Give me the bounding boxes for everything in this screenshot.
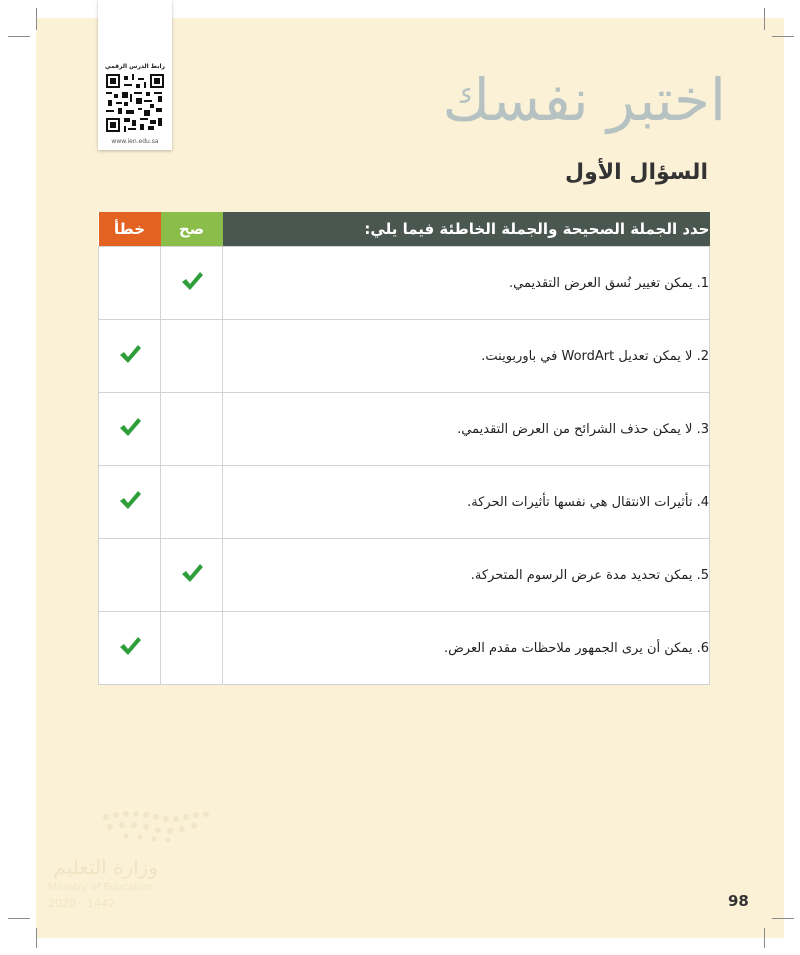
- watermark-english: Ministry of Education: [48, 882, 154, 893]
- table-row: [99, 393, 710, 466]
- check-icon: [118, 489, 142, 511]
- statement-cell: 2. لا يمكن تعديل WordArt في باوربوينت.: [223, 320, 710, 393]
- quiz-table-body: [99, 247, 710, 685]
- true-cell[interactable]: [161, 247, 223, 320]
- crop-mark: [764, 928, 765, 948]
- table-header-row: [99, 212, 710, 247]
- quiz-table: [98, 212, 710, 685]
- table-row: [99, 247, 710, 320]
- header-true: صح: [161, 212, 223, 247]
- crop-mark: [8, 36, 30, 37]
- ministry-logo-icon: [96, 805, 216, 850]
- statement-cell: 5. يمكن تحديد مدة عرض الرسوم المتحركة.: [223, 539, 710, 612]
- crop-mark: [764, 8, 765, 30]
- false-cell[interactable]: [99, 393, 161, 466]
- check-icon: [118, 343, 142, 365]
- watermark-arabic: وزارة التعليم: [53, 855, 158, 879]
- false-cell[interactable]: [99, 320, 161, 393]
- check-icon: [118, 635, 142, 657]
- qr-card[interactable]: [98, 0, 172, 150]
- false-cell[interactable]: [99, 612, 161, 685]
- false-cell[interactable]: [99, 466, 161, 539]
- statement-cell: 4. تأثيرات الانتقال هي نفسها تأثيرات الحركة.: [223, 466, 710, 539]
- true-cell[interactable]: [161, 320, 223, 393]
- crop-mark: [36, 928, 37, 948]
- true-cell[interactable]: [161, 539, 223, 612]
- table-row: [99, 466, 710, 539]
- false-cell[interactable]: [99, 539, 161, 612]
- crop-mark: [772, 36, 794, 37]
- page-number: 98: [728, 892, 749, 910]
- header-false: خطأ: [99, 212, 161, 247]
- page-title: اختبر نفسك: [442, 66, 726, 134]
- statement-cell: 3. لا يمكن حذف الشرائح من العرض التقديمي.: [223, 393, 710, 466]
- table-row: [99, 612, 710, 685]
- check-icon: [180, 270, 204, 292]
- qr-caption: رابط الدرس الرقمي: [105, 63, 165, 70]
- true-cell[interactable]: [161, 466, 223, 539]
- watermark-year: 2020 - 1442: [48, 897, 115, 910]
- ministry-watermark: [44, 805, 214, 915]
- table-row: [99, 539, 710, 612]
- crop-mark: [8, 918, 30, 919]
- false-cell[interactable]: [99, 247, 161, 320]
- qr-url[interactable]: www.ien.edu.sa: [111, 138, 159, 145]
- true-cell[interactable]: [161, 612, 223, 685]
- crop-mark: [772, 918, 794, 919]
- statement-cell: 6. يمكن أن يرى الجمهور ملاحظات مقدم العرض.: [223, 612, 710, 685]
- true-cell[interactable]: [161, 393, 223, 466]
- check-icon: [180, 562, 204, 584]
- qr-code-icon[interactable]: [106, 74, 164, 132]
- crop-mark: [36, 8, 37, 30]
- table-row: [99, 320, 710, 393]
- statement-cell: 1. يمكن تغيير نُسق العرض التقديمي.: [223, 247, 710, 320]
- question-title: السؤال الأول: [565, 160, 708, 185]
- header-statement: حدد الجملة الصحيحة والجملة الخاطئة فيما يلي:: [223, 212, 710, 247]
- check-icon: [118, 416, 142, 438]
